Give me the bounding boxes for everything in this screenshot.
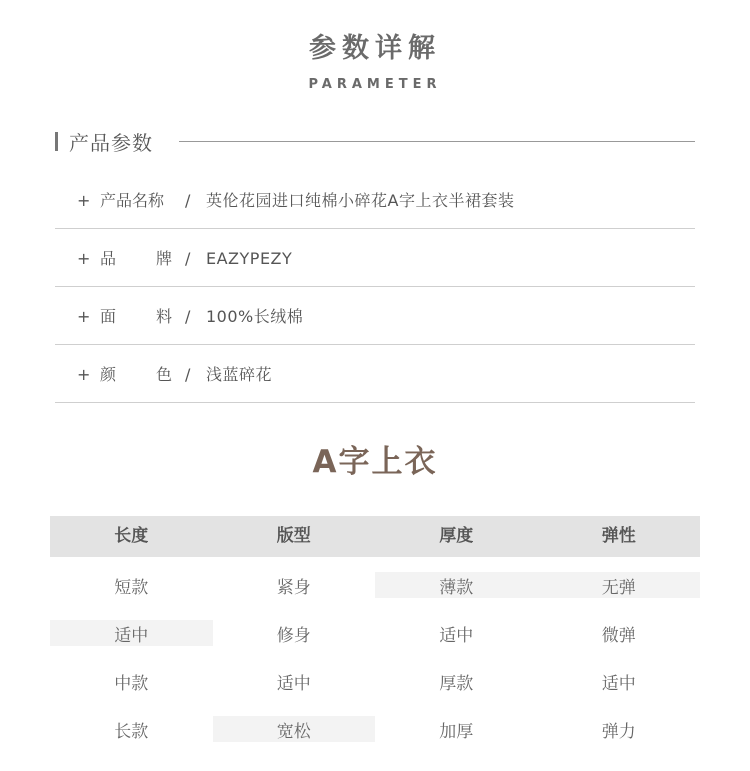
- option-cell: [375, 657, 538, 705]
- param-row-name: [55, 171, 695, 229]
- param-value: 100%长绒棉: [206, 307, 304, 326]
- section-label: 产品参数: [69, 131, 153, 155]
- plus-icon: +: [77, 307, 91, 326]
- table-title: A字上衣: [312, 444, 438, 480]
- option-label: 修身: [276, 625, 311, 646]
- param-value: 浅蓝碎花: [206, 365, 273, 384]
- table-body: [50, 561, 700, 753]
- param-key: [100, 365, 172, 385]
- option-cell: [213, 657, 376, 705]
- option-label: 适中: [114, 625, 149, 646]
- column-length: [50, 561, 213, 753]
- param-list: [55, 171, 695, 403]
- param-separator: /: [185, 249, 191, 268]
- option-cell: [538, 609, 701, 657]
- param-key: [100, 191, 172, 211]
- param-row-brand: [55, 229, 695, 287]
- option-cell: [50, 561, 213, 609]
- header-length: 长度: [114, 526, 149, 546]
- column-elasticity: [538, 561, 701, 753]
- option-label: 长款: [114, 721, 149, 742]
- param-key-char: 料: [155, 307, 172, 326]
- header-thickness: 厚度: [439, 526, 474, 546]
- option-label: 宽松: [276, 721, 311, 742]
- param-key-char: 牌: [155, 249, 172, 268]
- plus-icon: +: [77, 249, 91, 268]
- option-cell: [213, 561, 376, 609]
- param-key-text: 产品名称: [100, 191, 165, 210]
- section-header: [55, 126, 695, 156]
- column-fit: [213, 561, 376, 753]
- option-cell: [375, 561, 538, 609]
- option-cell: [375, 705, 538, 753]
- param-row-color: [55, 345, 695, 403]
- param-key: [100, 307, 172, 327]
- spec-table: [50, 516, 700, 753]
- option-cell: [213, 705, 376, 753]
- plus-icon: +: [77, 365, 91, 384]
- option-label: 中款: [114, 673, 149, 694]
- param-key-char: 色: [155, 365, 172, 384]
- param-key-char: 品: [100, 249, 117, 268]
- column-thickness: [375, 561, 538, 753]
- header-elasticity: 弹性: [601, 526, 636, 546]
- option-label: 适中: [601, 673, 636, 694]
- section-bar: [55, 132, 58, 151]
- option-cell: [538, 705, 701, 753]
- header-fit: 版型: [276, 526, 311, 546]
- option-cell: [50, 609, 213, 657]
- table-header: [50, 516, 700, 557]
- option-label: 短款: [114, 577, 149, 598]
- param-separator: /: [185, 365, 191, 384]
- option-label: 适中: [276, 673, 311, 694]
- page-subtitle: PARAMETER: [308, 77, 442, 92]
- param-row-fabric: [55, 287, 695, 345]
- option-cell: [213, 609, 376, 657]
- option-label: 微弹: [601, 625, 636, 646]
- option-cell: [50, 705, 213, 753]
- param-key-char: 颜: [100, 365, 117, 384]
- option-label: 紧身: [276, 577, 311, 598]
- option-label: 厚款: [439, 673, 474, 694]
- section-divider: [179, 141, 695, 142]
- option-label: 弹力: [601, 721, 636, 742]
- option-label: 适中: [439, 625, 474, 646]
- option-cell: [375, 609, 538, 657]
- option-cell: [538, 561, 701, 609]
- option-label: 薄款: [439, 577, 474, 598]
- param-value: EAZYPEZY: [206, 249, 293, 268]
- param-separator: /: [185, 307, 191, 326]
- param-key-char: 面: [100, 307, 117, 326]
- param-value: 英伦花园进口纯棉小碎花A字上衣半裙套装: [206, 191, 515, 210]
- param-separator: /: [185, 191, 191, 210]
- param-key: [100, 249, 172, 269]
- option-label: 无弹: [601, 577, 636, 598]
- plus-icon: +: [77, 191, 91, 210]
- option-cell: [50, 657, 213, 705]
- page-title: 参数详解: [309, 33, 441, 64]
- option-cell: [538, 657, 701, 705]
- option-label: 加厚: [439, 721, 474, 742]
